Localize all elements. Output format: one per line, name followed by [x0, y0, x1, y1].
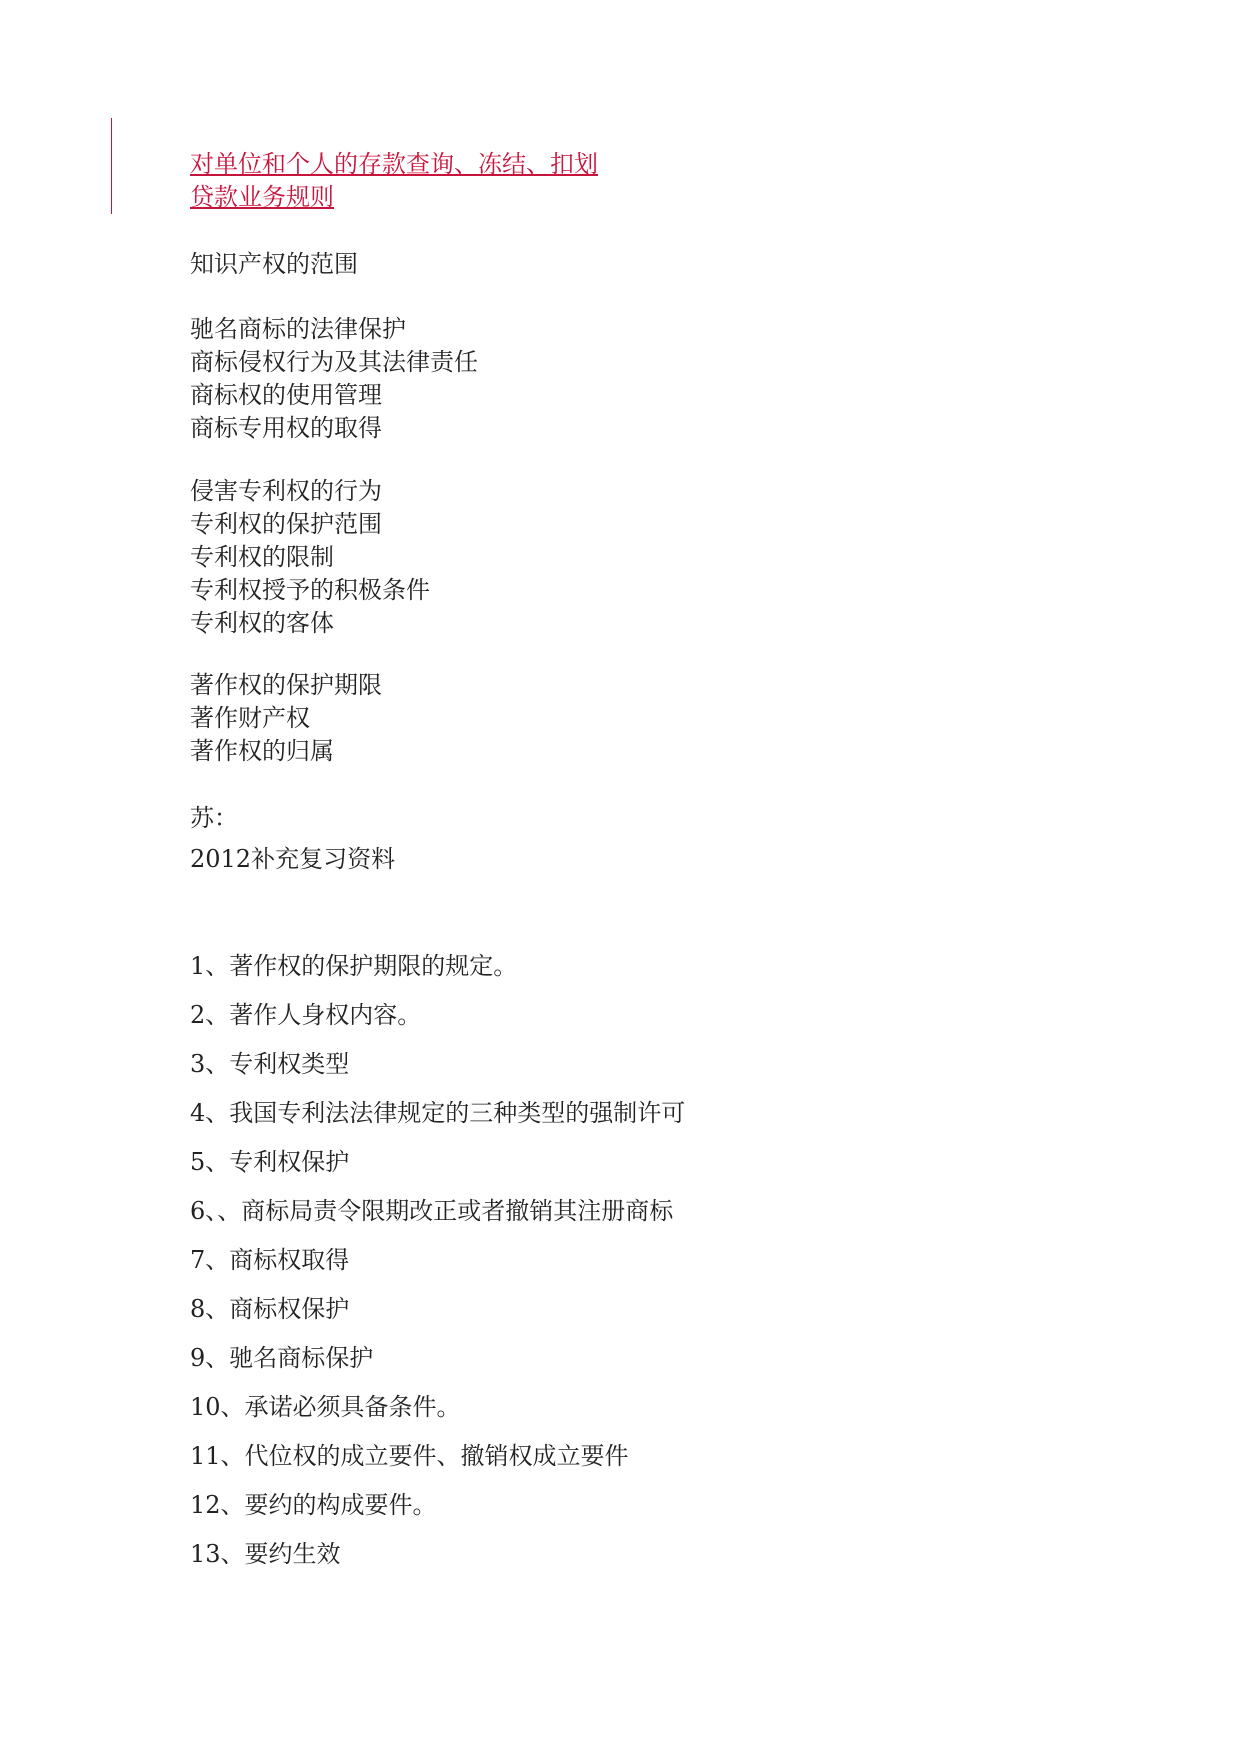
link-loan-rules[interactable]: 贷款业务规则 — [190, 183, 334, 211]
list-item: 3、专利权类型 — [190, 1050, 350, 1078]
topic-line: 专利权的保护范围 — [190, 510, 382, 538]
patent-topics — [190, 475, 430, 640]
list-item: 8、商标权保护 — [190, 1295, 350, 1323]
list-item: 11、代位权的成立要件、撤销权成立要件 — [190, 1442, 629, 1470]
trademark-topics — [190, 313, 478, 445]
su-label: 苏： — [190, 804, 238, 832]
topic-line: 驰名商标的法律保护 — [190, 315, 406, 343]
list-item: 13、要约生效 — [190, 1540, 341, 1568]
link-deposit-inquiry[interactable]: 对单位和个人的存款查询、冻结、扣划 — [190, 150, 598, 178]
topic-line: 专利权的客体 — [190, 609, 334, 637]
review-list — [190, 942, 685, 1579]
review-title-block — [190, 843, 395, 876]
copyright-topics — [190, 669, 382, 768]
list-item: 12、要约的构成要件。 — [190, 1491, 437, 1519]
list-item: 4、我国专利法法律规定的三种类型的强制许可 — [190, 1099, 686, 1127]
section-heading: 知识产权的范围 — [190, 250, 358, 278]
topic-line: 专利权授予的积极条件 — [190, 576, 430, 604]
topic-line: 著作财产权 — [190, 704, 310, 732]
review-title: 2012补充复习资料 — [190, 845, 396, 873]
list-item: 1、著作权的保护期限的规定。 — [190, 952, 518, 980]
topic-line: 商标权的使用管理 — [190, 381, 382, 409]
revision-bar — [111, 118, 112, 214]
su-label-block — [190, 802, 238, 835]
list-item: 10、承诺必须具备条件。 — [190, 1393, 461, 1421]
list-item: 7、商标权取得 — [190, 1246, 350, 1274]
list-item: 2、著作人身权内容。 — [190, 1001, 422, 1029]
topic-line: 商标侵权行为及其法律责任 — [190, 348, 478, 376]
heading-block — [190, 248, 358, 281]
related-links — [190, 148, 598, 214]
topic-line: 专利权的限制 — [190, 543, 334, 571]
topic-line: 商标专用权的取得 — [190, 414, 382, 442]
list-item: 5、专利权保护 — [190, 1148, 350, 1176]
list-item: 9、驰名商标保护 — [190, 1344, 374, 1372]
topic-line: 侵害专利权的行为 — [190, 477, 382, 505]
topic-line: 著作权的归属 — [190, 737, 334, 765]
topic-line: 著作权的保护期限 — [190, 671, 382, 699]
list-item: 6、、商标局责令限期改正或者撤销其注册商标 — [190, 1197, 674, 1225]
